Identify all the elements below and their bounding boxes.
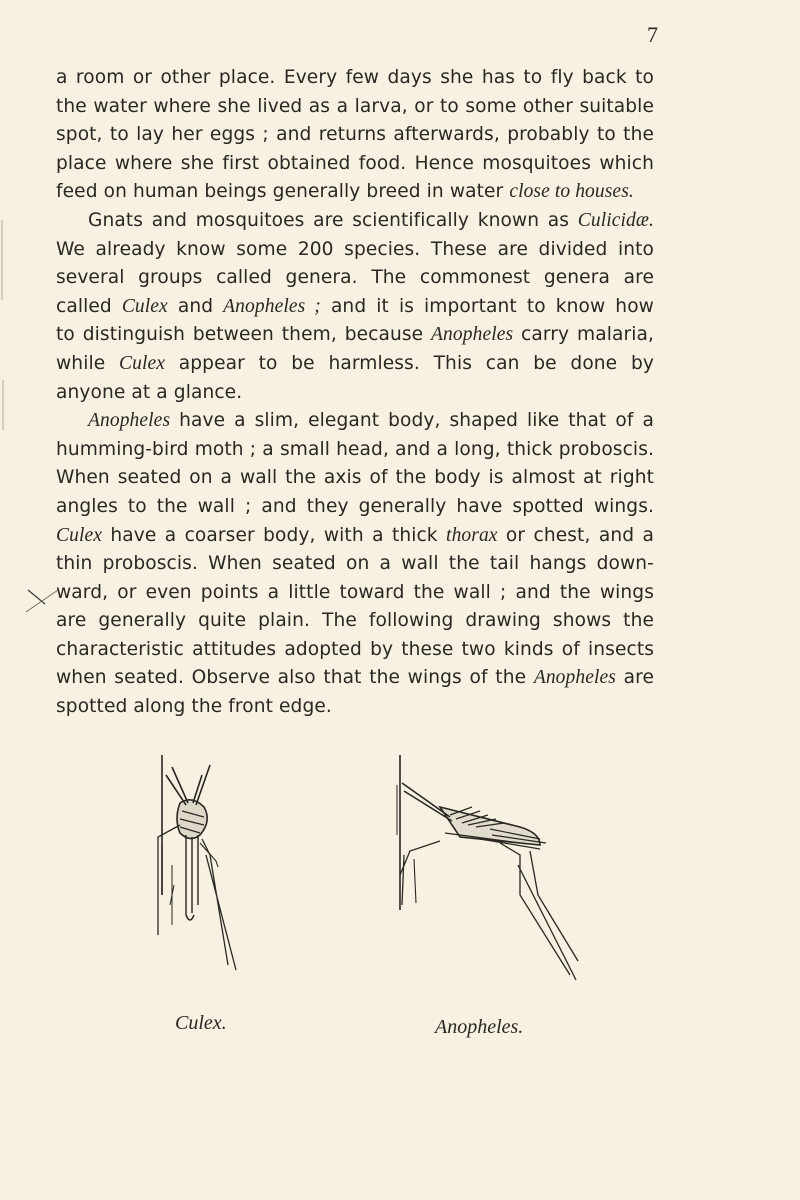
text-run: have a coarser body, with a thick: [101, 524, 447, 546]
text-run: When seated on a wall the axis of the body is almost at right: [56, 467, 654, 489]
text-run: place where she first obtained food. Hence mosquitoes which: [56, 152, 654, 174]
text-line: [56, 407, 654, 436]
text-line: [56, 236, 654, 265]
text-run: carry malaria,: [513, 324, 654, 346]
text-line: [56, 436, 654, 465]
text-run: and: [167, 295, 224, 317]
text-line: [56, 350, 654, 379]
italic-term: Anopheles: [533, 667, 616, 689]
text-line: [56, 178, 654, 207]
italic-term: Culex: [56, 524, 102, 546]
margin-binding-mark: [0, 0, 60, 700]
text-run: thin proboscis. When seated on a wall the tail hangs down-: [56, 553, 654, 575]
caption-culex: Culex.: [175, 1012, 227, 1034]
text-line: [56, 150, 654, 179]
text-run: or chest, and a: [497, 524, 654, 546]
text-line: [56, 379, 654, 408]
text-run: to distinguish between them, because: [56, 324, 432, 346]
italic-term: Culex: [121, 295, 168, 317]
text-line: [56, 64, 654, 93]
italic-term: Culex: [119, 352, 166, 374]
text-line: [56, 693, 654, 722]
text-run: spotted along the front edge.: [56, 696, 332, 718]
text-run: several groups called genera. The commonest genera are: [56, 267, 654, 289]
page-number: 7: [647, 22, 658, 47]
italic-term: Culicidæ.: [577, 209, 654, 231]
text-run: are: [615, 667, 654, 689]
text-run: humming-bird moth ; a small head, and a long, thick proboscis.: [56, 438, 654, 460]
text-line: [56, 636, 654, 665]
text-line: [56, 493, 654, 522]
text-run: anyone at a glance.: [56, 381, 243, 403]
paragraph: [56, 207, 654, 407]
text-line: [56, 607, 654, 636]
mosquito-drawings-figure: [100, 755, 660, 1055]
text-line: [56, 93, 654, 122]
text-run: are generally quite plain. The following drawing shows the: [56, 610, 654, 632]
italic-term: close to houses.: [509, 181, 634, 203]
text-run: characteristic attitudes adopted by these two kinds of insects: [56, 638, 654, 660]
text-run: called: [56, 295, 122, 317]
text-line: [56, 264, 654, 293]
paragraph: [56, 407, 654, 722]
text-run: feed on human beings generally breed in water: [56, 181, 510, 203]
body-text: [56, 64, 654, 722]
anopheles-drawing: [397, 755, 578, 980]
text-run: a room or other place. Every few days she has to fly back to: [56, 67, 654, 88]
text-run: spot, to lay her eggs ; and returns afterwards, probably to the: [56, 124, 654, 146]
text-line: [56, 550, 654, 579]
text-line: [56, 207, 654, 236]
text-run: ward, or even points a little toward the wall ; and the wings: [56, 581, 654, 603]
caption-anopheles: Anopheles.: [435, 1016, 524, 1038]
text-run: We already know some 200 species. These are divided into: [56, 238, 654, 260]
italic-term: Anopheles: [88, 410, 171, 432]
text-line: [56, 293, 654, 322]
italic-term: Anopheles ;: [223, 295, 321, 317]
text-line: [56, 522, 654, 551]
text-run: Gnats and mosquitoes are scientifically known as: [88, 209, 578, 231]
text-run: the water where she lived as a larva, or to some other suitable: [56, 95, 654, 117]
text-line: [56, 579, 654, 608]
text-line: [56, 321, 654, 350]
text-line: [56, 121, 654, 150]
paragraph: [56, 64, 654, 207]
text-line: [56, 464, 654, 493]
text-run: while: [56, 352, 120, 374]
text-run: angles to the wall ; and they generally have spotted wings.: [56, 495, 654, 517]
text-run: appear to be harmless. This can be done by: [165, 352, 654, 374]
text-run: when seated. Observe also that the wings of the: [56, 667, 534, 689]
italic-term: thorax: [446, 524, 498, 546]
text-line: [56, 664, 654, 693]
culex-drawing: [158, 755, 236, 970]
text-run: and it is important to know how: [320, 295, 654, 317]
italic-term: Anopheles: [431, 324, 514, 346]
text-run: have a slim, elegant body, shaped like that of a: [170, 410, 654, 432]
